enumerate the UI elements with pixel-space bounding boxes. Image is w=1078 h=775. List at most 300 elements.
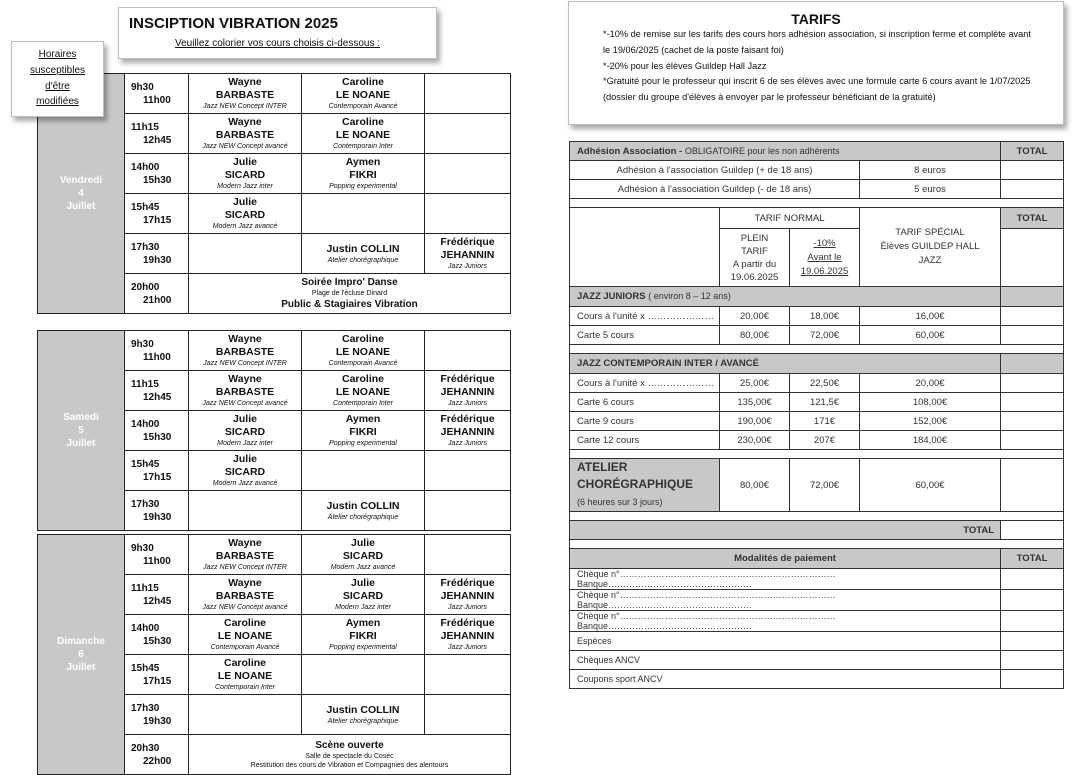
end-time: 12h45 <box>143 134 172 146</box>
start-time: 17h30 <box>131 241 160 253</box>
day-label-line: 5 <box>78 425 84 436</box>
end-time: 11h00 <box>143 94 171 106</box>
course-cell[interactable] <box>425 655 511 695</box>
formula-label: Cours à l'unité x ………………… <box>570 307 720 326</box>
course-style: Popping experimental <box>329 183 397 190</box>
start-time: 15h45 <box>131 662 160 674</box>
event-cell[interactable] <box>189 735 511 775</box>
teacher-first-name: Aymen <box>345 413 381 425</box>
teacher-last-name: FIKRI <box>349 630 377 642</box>
course-cell[interactable] <box>302 371 425 411</box>
teacher-first-name: Julie <box>351 537 375 549</box>
end-time: 11h00 <box>143 351 171 363</box>
formula-label: Carte 9 cours <box>570 412 720 431</box>
total-header: TOTAL <box>1001 142 1064 161</box>
pricing-table <box>569 141 1064 689</box>
teacher-last-name: SICARD <box>224 426 266 438</box>
end-time: 19h30 <box>143 715 172 727</box>
day-label-line: Juillet <box>66 662 96 673</box>
price-cell: 20,00€ <box>720 307 790 326</box>
course-cell[interactable] <box>302 114 425 154</box>
course-cell[interactable] <box>425 234 511 274</box>
plein-tarif-header: PLEIN TARIF A partir du 19.06.2025 <box>720 229 790 287</box>
juniors-header: JAZZ JUNIORS ( environ 8 – 12 ans) <box>570 287 1001 307</box>
teacher-first-name: Caroline <box>223 617 266 629</box>
payment-row <box>570 632 1064 651</box>
price-cell: 20,00€ <box>860 374 1001 393</box>
total-cell[interactable] <box>1001 374 1064 393</box>
course-cell[interactable] <box>189 194 302 234</box>
course-cell[interactable] <box>425 154 511 194</box>
payment-row <box>570 569 1064 590</box>
teacher-first-name: Julie <box>351 577 375 589</box>
teacher-last-name: SICARD <box>224 466 266 478</box>
course-cell[interactable] <box>189 411 302 451</box>
course-style: Jazz NEW Concept avancé <box>202 604 288 611</box>
atelier-price: 72,00€ <box>790 459 860 512</box>
course-style: Contemporain Inter <box>333 143 393 150</box>
end-time: 15h30 <box>143 174 172 186</box>
event-detail: Public & Stagiaires Vibration <box>281 299 418 310</box>
end-time: 19h30 <box>143 511 172 523</box>
total-cell[interactable] <box>1001 569 1064 590</box>
total-cell[interactable] <box>1001 590 1064 611</box>
spacer-row <box>570 512 1064 521</box>
course-cell[interactable] <box>189 615 302 655</box>
spacer-row <box>570 450 1064 459</box>
course-cell[interactable] <box>189 371 302 411</box>
teacher-last-name: SICARD <box>342 590 384 602</box>
day-label <box>38 535 125 775</box>
schedule-row <box>38 331 511 371</box>
course-style: Jazz Juniors <box>448 644 487 651</box>
header-fill <box>1001 287 1064 307</box>
teacher-last-name: JEHANNIN <box>440 426 495 438</box>
end-time: 17h15 <box>143 214 172 226</box>
tarif-note: *-20% pour les élèves Guildep Hall Jazz <box>603 60 767 71</box>
price-row <box>570 412 1064 431</box>
blank-cell <box>570 208 720 287</box>
teacher-first-name: Frédérique <box>440 577 495 589</box>
course-cell[interactable] <box>302 74 425 114</box>
course-cell[interactable] <box>425 194 511 234</box>
course-cell[interactable] <box>425 695 511 735</box>
time-slot <box>125 575 189 615</box>
day-label-line: Juillet <box>66 438 96 449</box>
course-cell[interactable] <box>425 615 511 655</box>
teacher-last-name: LE NOANE <box>335 346 391 358</box>
event-title: Scène ouverte <box>315 740 384 751</box>
paiement-header: Modalités de paiement <box>570 549 1001 569</box>
teacher-first-name: Wayne <box>228 76 262 88</box>
tarifs-title: TARIFS <box>791 11 841 27</box>
price-cell: 152,00€ <box>860 412 1001 431</box>
course-cell[interactable] <box>189 114 302 154</box>
note-line: modifiées <box>36 96 79 108</box>
time-slot <box>125 695 189 735</box>
payment-row <box>570 651 1064 670</box>
formula-label: Cours à l'unité x ………………… <box>570 374 720 393</box>
end-time: 22h00 <box>143 755 172 767</box>
teacher-first-name: Justin COLLIN <box>326 499 400 512</box>
event-place: Salle de spectacle du Cosec <box>305 753 394 760</box>
price-cell: 135,00€ <box>720 393 790 412</box>
course-style: Atelier chorégraphique <box>327 256 399 264</box>
course-style: Modern Jazz inter <box>217 183 273 190</box>
price-cell: 121,5€ <box>790 393 860 412</box>
course-cell[interactable] <box>302 615 425 655</box>
course-cell[interactable] <box>189 491 302 531</box>
adhesion-header: Adhésion Association - OBLIGATOIRE pour les non adhérents <box>570 142 1001 161</box>
course-cell[interactable] <box>302 194 425 234</box>
course-cell[interactable] <box>302 154 425 194</box>
course-style: Contemporain Inter <box>215 684 275 691</box>
teacher-last-name: JEHANNIN <box>440 249 495 261</box>
course-cell[interactable] <box>425 575 511 615</box>
remise-header: -10% Avant le 19.06.2025 <box>790 229 860 287</box>
start-time: 11h15 <box>131 582 159 594</box>
end-time: 15h30 <box>143 635 172 647</box>
day-label-line: Juillet <box>66 201 96 212</box>
grand-total-label: TOTAL <box>570 521 1001 540</box>
course-cell[interactable] <box>302 655 425 695</box>
atelier-header: ATELIER CHORÉGRAPHIQUE (6 heures sur 3 jours) <box>570 459 720 512</box>
price-row <box>570 431 1064 450</box>
start-time: 14h00 <box>131 418 160 430</box>
tarif-normal-header: TARIF NORMAL <box>720 208 860 229</box>
total-cell[interactable] <box>1001 307 1064 326</box>
page-subtitle: Veuillez colorier vos cours choisis ci-dessous : <box>174 38 381 49</box>
course-cell[interactable] <box>302 411 425 451</box>
payment-row <box>570 611 1064 632</box>
total-cell[interactable] <box>1001 412 1064 431</box>
atelier-price: 80,00€ <box>720 459 790 512</box>
total-cell[interactable] <box>1001 326 1064 345</box>
teacher-first-name: Frédérique <box>440 617 495 629</box>
price-cell: 25,00€ <box>720 374 790 393</box>
total-cell[interactable] <box>1001 161 1064 180</box>
course-style: Contemporain Avancé <box>328 103 398 110</box>
start-time: 17h30 <box>131 702 160 714</box>
course-cell[interactable] <box>189 655 302 695</box>
start-time: 17h30 <box>131 498 160 510</box>
course-cell[interactable] <box>189 451 302 491</box>
schedule-note <box>11 41 104 117</box>
atelier-price: 60,00€ <box>860 459 1001 512</box>
course-style: Popping experimental <box>329 644 397 651</box>
teacher-first-name: Caroline <box>341 333 384 345</box>
title-box <box>118 7 437 59</box>
course-cell[interactable] <box>425 371 511 411</box>
payment-method[interactable]: Chèques ANCV <box>570 651 1001 670</box>
teacher-last-name: BARBASTE <box>215 129 275 141</box>
teacher-last-name: LE NOANE <box>217 670 273 682</box>
payment-row <box>570 590 1064 611</box>
paiement-rows <box>570 569 1064 689</box>
teacher-first-name: Julie <box>233 453 257 465</box>
time-slot <box>125 535 189 575</box>
tarif-special-header: TARIF SPÉCIAL Élèves GUILDEP HALL JAZZ <box>860 208 1001 287</box>
course-cell[interactable] <box>189 535 302 575</box>
teacher-last-name: SICARD <box>342 550 384 562</box>
course-cell[interactable] <box>425 491 511 531</box>
formula-label: Carte 6 cours <box>570 393 720 412</box>
course-style: Jazz Juniors <box>448 263 487 270</box>
start-time: 15h45 <box>131 201 160 213</box>
start-time: 14h00 <box>131 622 160 634</box>
tarifs-box <box>568 1 1064 125</box>
end-time: 11h00 <box>143 555 171 567</box>
course-cell[interactable] <box>302 331 425 371</box>
teacher-last-name: LE NOANE <box>335 386 391 398</box>
course-cell[interactable] <box>425 535 511 575</box>
payment-method[interactable]: Chèque n°………………………………………………………………Banque………………………………………… <box>570 569 1001 590</box>
time-slot <box>125 615 189 655</box>
schedule-table-day <box>37 534 511 775</box>
time-slot <box>125 451 189 491</box>
course-style: Jazz NEW Concept INTER <box>203 564 287 571</box>
course-cell[interactable] <box>302 234 425 274</box>
teacher-first-name: Justin COLLIN <box>326 703 400 716</box>
time-slot <box>125 411 189 451</box>
event-detail: Restitution des cours de Vibration et Compagnies des alentours <box>250 762 449 769</box>
teacher-first-name: Aymen <box>345 617 381 629</box>
page-title: INSCIPTION VIBRATION 2025 <box>129 15 338 32</box>
end-time: 12h45 <box>143 391 172 403</box>
course-cell[interactable] <box>189 695 302 735</box>
day-label-line: 6 <box>78 649 84 660</box>
teacher-last-name: LE NOANE <box>335 129 391 141</box>
teacher-first-name: Wayne <box>228 537 262 549</box>
teacher-last-name: JEHANNIN <box>440 386 495 398</box>
teacher-last-name: FIKRI <box>349 426 377 438</box>
course-style: Jazz NEW Concept INTER <box>203 103 287 110</box>
payment-method[interactable]: Coupons sport ANCV <box>570 670 1001 689</box>
contemporain-header: JAZZ CONTEMPORAIN INTER / AVANCÉ <box>570 354 1001 374</box>
course-cell[interactable] <box>189 154 302 194</box>
note-line: Horaires <box>38 49 77 60</box>
teacher-first-name: Frédérique <box>440 236 495 248</box>
teacher-first-name: Caroline <box>341 116 384 128</box>
schedule-row <box>38 74 511 114</box>
price-cell: 80,00€ <box>720 326 790 345</box>
end-time: 17h15 <box>143 675 172 687</box>
start-time: 11h15 <box>131 378 159 390</box>
start-time: 20h30 <box>131 742 160 754</box>
course-cell[interactable] <box>425 331 511 371</box>
course-style: Modern Jazz inter <box>335 604 391 611</box>
course-style: Contemporain Inter <box>333 400 393 407</box>
course-style: Jazz Juniors <box>448 604 487 611</box>
grand-total-cell[interactable] <box>1001 521 1064 540</box>
start-time: 14h00 <box>131 161 160 173</box>
total-cell[interactable] <box>1001 229 1064 287</box>
course-style: Popping experimental <box>329 440 397 447</box>
teacher-first-name: Julie <box>233 196 257 208</box>
teacher-last-name: BARBASTE <box>215 89 275 101</box>
total-cell[interactable] <box>1001 393 1064 412</box>
teacher-last-name: SICARD <box>224 169 266 181</box>
start-time: 15h45 <box>131 458 160 470</box>
header-fill <box>1001 354 1064 374</box>
course-style: Atelier chorégraphique <box>327 717 399 725</box>
price-cell: 230,00€ <box>720 431 790 450</box>
price-cell: 72,00€ <box>790 326 860 345</box>
price-cell: 60,00€ <box>860 326 1001 345</box>
teacher-last-name: LE NOANE <box>335 89 391 101</box>
event-cell[interactable] <box>189 274 511 314</box>
day-label-line: Dimanche <box>57 636 105 647</box>
course-style: Atelier chorégraphique <box>327 513 399 521</box>
teacher-last-name: JEHANNIN <box>440 590 495 602</box>
teacher-last-name: LE NOANE <box>217 630 273 642</box>
course-style: Modern Jazz inter <box>217 440 273 447</box>
teacher-first-name: Julie <box>233 156 257 168</box>
tarif-note: *-10% de remise sur les tarifs des cours hors adhésion association, si inscription ferme et complète avant le 19/06/2025 (cachet de la poste faisant foi) <box>603 29 1031 55</box>
course-cell[interactable] <box>189 575 302 615</box>
course-cell[interactable] <box>302 451 425 491</box>
price-row <box>570 326 1064 345</box>
day-label-line: Samedi <box>63 412 99 423</box>
course-style: Contemporain Avancé <box>210 644 280 651</box>
formula-label: Carte 12 cours <box>570 431 720 450</box>
price-cell: 190,00€ <box>720 412 790 431</box>
time-slot <box>125 735 189 775</box>
price-cell: 171€ <box>790 412 860 431</box>
course-cell[interactable] <box>302 575 425 615</box>
total-cell[interactable] <box>1001 632 1064 651</box>
teacher-first-name: Wayne <box>228 333 262 345</box>
price-row <box>570 307 1064 326</box>
payment-method[interactable]: Chèque n°………………………………………………………………Banque………………………………………… <box>570 590 1001 611</box>
teacher-last-name: JEHANNIN <box>440 630 495 642</box>
teacher-first-name: Caroline <box>341 76 384 88</box>
price-row <box>570 393 1064 412</box>
start-time: 9h30 <box>131 81 154 93</box>
price-cell: 207€ <box>790 431 860 450</box>
day-label-line: 4 <box>78 188 84 199</box>
teacher-last-name: FIKRI <box>349 169 377 181</box>
course-style: Contemporain Avancé <box>328 360 398 367</box>
teacher-first-name: Wayne <box>228 577 262 589</box>
payment-method[interactable]: Espèces <box>570 632 1001 651</box>
teacher-first-name: Caroline <box>223 657 266 669</box>
day-label <box>38 331 125 531</box>
total-cell[interactable] <box>1001 651 1064 670</box>
teacher-first-name: Wayne <box>228 373 262 385</box>
time-slot <box>125 331 189 371</box>
end-time: 15h30 <box>143 431 172 443</box>
course-cell[interactable] <box>302 491 425 531</box>
total-cell[interactable] <box>1001 180 1064 199</box>
course-cell[interactable] <box>425 411 511 451</box>
end-time: 19h30 <box>143 254 172 266</box>
time-slot <box>125 234 189 274</box>
course-cell[interactable] <box>425 74 511 114</box>
course-style: Modern Jazz avancé <box>212 223 278 230</box>
teacher-first-name: Caroline <box>341 373 384 385</box>
total-header: TOTAL <box>1001 549 1064 569</box>
schedule-row <box>38 535 511 575</box>
course-style: Jazz Juniors <box>448 440 487 447</box>
end-time: 17h15 <box>143 471 172 483</box>
total-cell[interactable] <box>1001 670 1064 689</box>
time-slot <box>125 114 189 154</box>
end-time: 21h00 <box>143 294 172 306</box>
adhesion-price: 5 euros <box>860 180 1001 199</box>
spacer-row <box>570 540 1064 549</box>
price-cell: 18,00€ <box>790 307 860 326</box>
teacher-first-name: Justin COLLIN <box>326 242 400 255</box>
schedule-table-day <box>37 330 511 531</box>
payment-row <box>570 670 1064 689</box>
note-line: d'être <box>45 80 70 92</box>
schedule-table-day <box>37 73 511 314</box>
course-style: Jazz Juniors <box>448 400 487 407</box>
course-cell[interactable] <box>189 331 302 371</box>
spacer-row <box>570 199 1064 208</box>
time-slot <box>125 194 189 234</box>
payment-method[interactable]: Chèque n°………………………………………………………………Banque………………………………………… <box>570 611 1001 632</box>
teacher-first-name: Frédérique <box>440 413 495 425</box>
course-cell[interactable] <box>302 535 425 575</box>
course-style: Jazz NEW Concept INTER <box>203 360 287 367</box>
time-slot <box>125 491 189 531</box>
price-cell: 184,00€ <box>860 431 1001 450</box>
time-slot <box>125 154 189 194</box>
course-style: Modern Jazz avancé <box>212 480 278 487</box>
total-header: TOTAL <box>1001 208 1064 229</box>
teacher-last-name: BARBASTE <box>215 550 275 562</box>
total-cell[interactable] <box>1001 611 1064 632</box>
time-slot <box>125 274 189 314</box>
adhesion-label: Adhésion à l'association Guildep (+ de 18 ans) <box>570 161 860 180</box>
price-row <box>570 374 1064 393</box>
note-line: susceptibles <box>29 64 86 76</box>
course-cell[interactable] <box>189 234 302 274</box>
price-cell: 108,00€ <box>860 393 1001 412</box>
course-cell[interactable] <box>425 451 511 491</box>
teacher-first-name: Wayne <box>228 116 262 128</box>
total-cell[interactable] <box>1001 431 1064 450</box>
contemporain-rows <box>570 374 1064 450</box>
total-cell[interactable] <box>1001 459 1064 512</box>
start-time: 20h00 <box>131 281 160 293</box>
teacher-last-name: BARBASTE <box>215 386 275 398</box>
course-style: Jazz NEW Concept avancé <box>202 143 288 150</box>
adhesion-label: Adhésion à l'association Guildep (- de 18 ans) <box>570 180 860 199</box>
formula-label: Carte 5 cours <box>570 326 720 345</box>
course-cell[interactable] <box>302 695 425 735</box>
tarif-note: *Gratuité pour le professeur qui inscrit 6 de ses élèves avec une formule carte 6 cours avant le 1/07/2025 (dossier du groupe d'élèves à envoyer par le professeur bénéficiant de la gratuité) <box>603 76 1031 103</box>
end-time: 12h45 <box>143 595 172 607</box>
teacher-last-name: BARBASTE <box>215 590 275 602</box>
course-cell[interactable] <box>189 74 302 114</box>
teacher-first-name: Aymen <box>345 156 381 168</box>
event-title: Soirée Impro' Danse <box>301 277 398 288</box>
adhesion-price: 8 euros <box>860 161 1001 180</box>
start-time: 9h30 <box>131 338 154 350</box>
price-cell: 16,00€ <box>860 307 1001 326</box>
teacher-first-name: Julie <box>233 413 257 425</box>
course-style: Jazz NEW Concept avancé <box>202 400 288 407</box>
course-cell[interactable] <box>425 114 511 154</box>
time-slot <box>125 371 189 411</box>
price-cell: 22,50€ <box>790 374 860 393</box>
day-label-line: Vendredi <box>59 175 103 186</box>
time-slot <box>125 74 189 114</box>
teacher-last-name: BARBASTE <box>215 346 275 358</box>
